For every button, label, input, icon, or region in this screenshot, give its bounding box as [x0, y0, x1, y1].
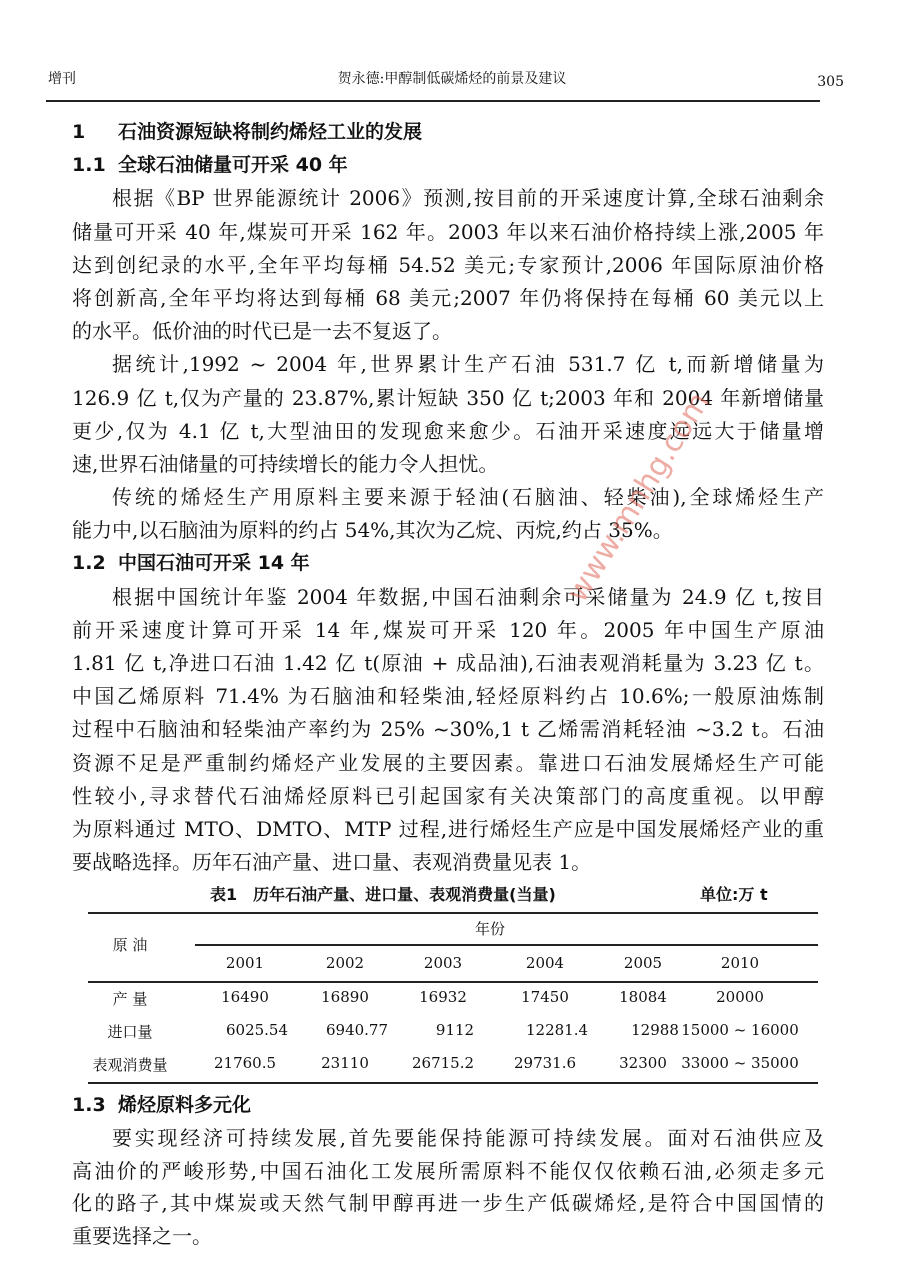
paragraph-line: 为原料通过 MTO、DMTO、MTP 过程,进行烯烃生产应是中国发展烯烃产业的重 [72, 816, 824, 841]
table-unit: 单位:万 t [700, 885, 768, 904]
section-1-3 [72, 1089, 824, 1252]
table-year-header: 2002 [325, 954, 365, 972]
paragraph-line: 达到创纪录的水平,全年平均每桶 54.52 美元;专家预计,2006 年国际原油价格 [72, 252, 824, 277]
section-title: 石油资源短缺将制约烯烃工业的发展 [118, 121, 423, 143]
table-cell: 6025.54 [225, 1021, 289, 1039]
table-bottom-rule [88, 1082, 818, 1084]
table-cell: 17450 [521, 988, 569, 1006]
watermark: www.mnhg.com [560, 386, 718, 609]
paragraph-line: 1.81 亿 t,净进口石油 1.42 亿 t(原油 + 成品油),石油表观消耗量为 3.23 亿 t。 [72, 651, 824, 675]
paragraph-line: 重要选择之一。 [72, 1223, 212, 1248]
paragraph-line: 高油价的严峻形势,中国石油化工发展所需原料不能仅仅依赖石油,必须走多元 [72, 1158, 824, 1183]
paragraph-line: 速,世界石油储量的可持续增长的能力令人担忧。 [72, 451, 499, 476]
paragraph-line: 化的路子,其中煤炭或天然气制甲醇再进一步生产低碳烯烃,是符合中国国情的 [72, 1191, 824, 1216]
table-cell: 16490 [221, 988, 269, 1006]
table-row-label: 进口量 [107, 1023, 153, 1041]
paragraph-line: 能力中,以石脑油为原料的约占 54%,其次为乙烷、丙烷,约占 35%。 [72, 518, 673, 543]
table-cell: 9112 [435, 1021, 475, 1039]
section-number: 1.3 [72, 1094, 106, 1116]
page-number: 305 [817, 74, 844, 90]
table-cell: 12988 [631, 1021, 679, 1039]
table-cell: 12281.4 [525, 1021, 589, 1039]
paragraph-line: 的水平。低价油的时代已是一去不复返了。 [72, 319, 452, 344]
section-number: 1.1 [72, 154, 106, 177]
section-heading [72, 1089, 824, 1122]
section-heading [72, 149, 824, 182]
table-cell: 33000 ~ 35000 [681, 1054, 799, 1072]
table-cell: 16890 [321, 988, 369, 1006]
table-cell: 18084 [619, 988, 667, 1006]
section-title: 烯烃原料多元化 [118, 1094, 252, 1116]
table-row-header: 原 油 [112, 936, 148, 954]
paragraph-line: 根据《BP 世界能源统计 2006》预测,按目前的开采速度计算,全球石油剩余 [112, 186, 824, 211]
paragraph-line: 要战略选择。历年石油产量、进口量、表观消费量见表 1。 [72, 850, 592, 875]
section-title: 全球石油储量可开采 40 年 [118, 154, 348, 177]
paragraph-line: 将创新高,全年平均将达到每桶 68 美元;2007 年仍将保持在每桶 60 美元以上 [72, 285, 824, 310]
paragraph-line: 储量可开采 40 年,煤炭可开采 162 年。2003 年以来石油价格持续上涨,2005 年 [72, 219, 824, 244]
section-heading [72, 116, 824, 149]
paragraph-line: 过程中石脑油和轻柴油产率约为 25% ~30%,1 t 乙烯需消耗轻油 ~3.2 t。石油 [72, 717, 824, 742]
section-number: 1 [72, 121, 86, 143]
running-header-left: 增刊 [48, 71, 76, 87]
article-body [72, 116, 824, 879]
running-header-title: 贺永德:甲醇制低碳烯烃的前景及建议 [337, 71, 567, 87]
table-group-rule [195, 944, 818, 946]
table-row-label: 产 量 [112, 990, 148, 1008]
table-year-header: 2005 [623, 954, 663, 972]
table-cell: 32300 [619, 1054, 667, 1072]
table-year-header: 2001 [225, 954, 265, 972]
paragraph-line: 根据中国统计年鉴 2004 年数据,中国石油剩余可采储量为 24.9 亿 t,按目 [112, 584, 824, 609]
section-heading [72, 547, 824, 580]
header-rule [46, 100, 820, 102]
paragraph-line: 更少,仅为 4.1 亿 t,大型油田的发现愈来愈少。石油开采速度远远大于储量增 [72, 418, 824, 443]
table-year-header: 2010 [720, 954, 760, 972]
table-cell: 16932 [419, 988, 467, 1006]
paragraph-line: 据统计,1992 ~ 2004 年,世界累计生产石油 531.7 亿 t,而新增储量为 [112, 352, 824, 377]
table-cell: 26715.2 [411, 1054, 475, 1072]
paragraph-line: 126.9 亿 t,仅为产量的 23.87%,累计短缺 350 亿 t;2003 年和 2004 年新增储量 [72, 385, 824, 410]
table-cell: 23110 [321, 1054, 369, 1072]
section-number: 1.2 [72, 552, 106, 575]
paragraph-line: 要实现经济可持续发展,首先要能保持能源可持续发展。面对石油供应及 [112, 1126, 824, 1151]
table-cell: 29731.6 [513, 1054, 577, 1072]
paragraph-line: 资源不足是严重制约烯烃产业发展的主要因素。靠进口石油发展烯烃生产可能 [72, 750, 824, 775]
section-title: 中国石油可开采 14 年 [118, 552, 310, 575]
table-row-label: 表观消费量 [92, 1056, 168, 1074]
paragraph-line: 中国乙烯原料 71.4% 为石脑油和轻柴油,轻烃原料约占 10.6%;一般原油炼制 [72, 684, 824, 709]
table-top-rule [88, 912, 818, 914]
table-header-rule [88, 981, 818, 983]
paragraph-line: 前开采速度计算可开采 14 年,煤炭可开采 120 年。2005 年中国生产原油 [72, 617, 824, 642]
table-cell: 21760.5 [213, 1054, 277, 1072]
table-cell: 20000 [716, 988, 764, 1006]
table-cell: 6940.77 [325, 1021, 389, 1039]
table-year-header: 2004 [525, 954, 565, 972]
paragraph-line: 传统的烯烃生产用原料主要来源于轻油(石脑油、轻柴油),全球烯烃生产 [112, 485, 824, 510]
table-group-header: 年份 [474, 920, 506, 938]
paragraph-line: 性较小,寻求替代石油烯烃原料已引起国家有关决策部门的高度重视。以甲醇 [72, 783, 824, 808]
table-year-header: 2003 [423, 954, 463, 972]
table-cell: 15000 ~ 16000 [681, 1021, 799, 1039]
table-caption: 表1 历年石油产量、进口量、表观消费量(当量) [210, 885, 556, 904]
